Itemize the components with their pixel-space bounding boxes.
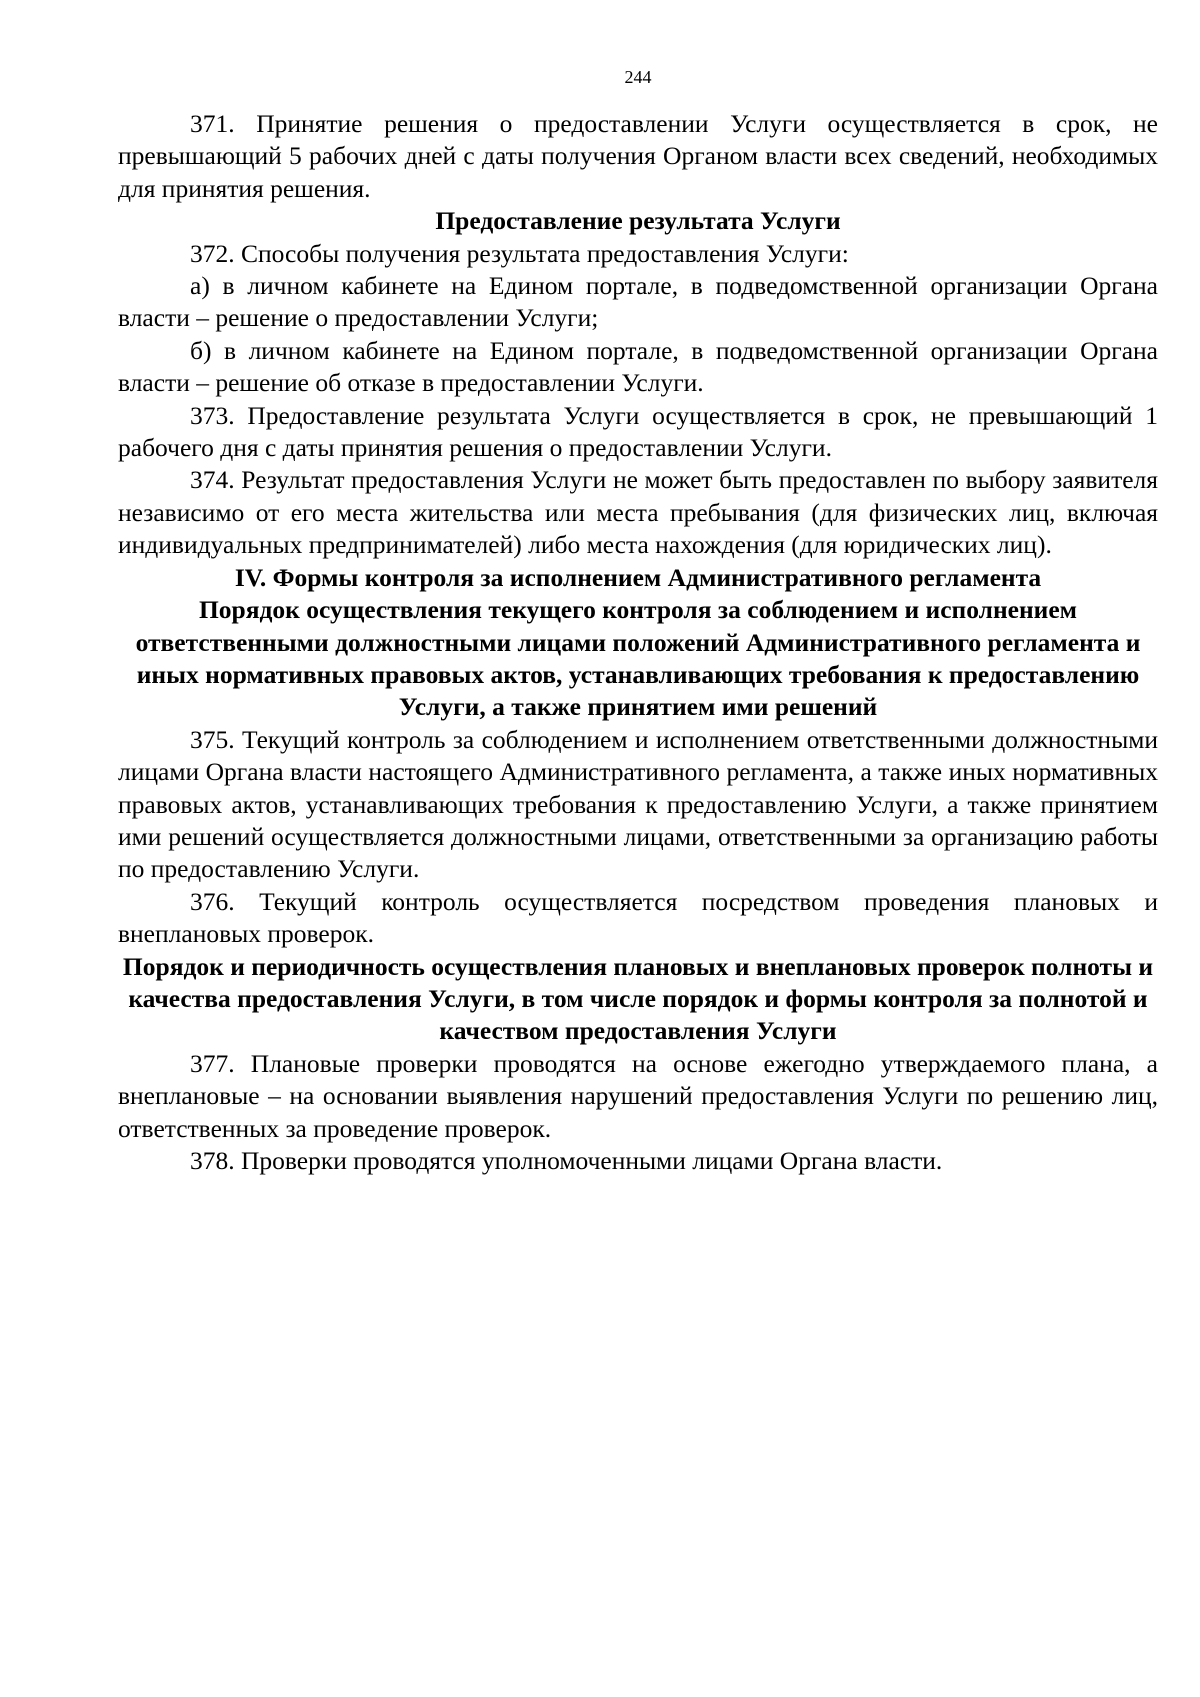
paragraph-373: 373. Предоставление результата Услуги осуществляется в срок, не превышающий 1 рабочего дня с даты принятия решения о предоставлении Услуги. <box>118 400 1158 463</box>
paragraph-371: 371. Принятие решения о предоставлении Услуги осуществляется в срок, не превышающий 5 рабочих дней с даты получения Органом власти всех сведений, необходимых для принятия решения. <box>118 109 1158 203</box>
paragraph-377: 377. Плановые проверки проводятся на основе ежегодно утверждаемого плана, а внеплановые – на основании выявления нарушений предоставления Услуги по решению лиц, ответственных за проведение проверок. <box>118 1048 1158 1143</box>
paragraph-374: 374. Результат предоставления Услуги не может быть предоставлен по выбору заявителя независимо от его места жительства или места пребывания (для физических лиц, включая индивидуальных предпринимателей) либо места нахождения (для юридических лиц). <box>118 465 1158 560</box>
page-number: 244 <box>624 67 652 87</box>
heading-current-control: Порядок осуществления текущего контроля за соблюдением и исполнением ответственными должностными лицами положений Административного регламента и иных нормативных правовых актов, устанавливающих требования к предоставлению Услуги, а также принятием ими решений <box>135 595 1141 722</box>
paragraph-378: 378. Проверки проводятся уполномоченными лицами Органа власти. <box>190 1146 943 1175</box>
document-page <box>118 66 1158 1177</box>
paragraph-372: 372. Способы получения результата предоставления Услуги: <box>190 238 849 268</box>
paragraph-376: 376. Текущий контроль осуществляется посредством проведения плановых и внеплановых проверок. <box>118 886 1158 949</box>
paragraph-372-b: б) в личном кабинете на Едином портале, в подведомственной организации Органа власти – решение об отказе в предоставлении Услуги. <box>118 335 1158 398</box>
heading-chapter-4: IV. Формы контроля за исполнением Административного регламента <box>234 562 1042 592</box>
paragraph-375: 375. Текущий контроль за соблюдением и исполнением ответственными должностными лицами Органа власти настоящего Административного регламента, а также иных нормативных правовых актов, устанавливающих требования к предоставлению Услуги, а также принятием ими решений осуществляется должностными лицами, ответственными за организацию работы по предоставлению Услуги. <box>118 724 1158 884</box>
paragraph-372-a: а) в личном кабинете на Едином портале, в подведомственной организации Органа власти – решение о предоставлении Услуги; <box>118 271 1158 333</box>
heading-inspections: Порядок и периодичность осуществления плановых и внеплановых проверок полноты и качества предоставления Услуги, в том числе порядок и формы контроля за полнотой и качеством предоставления Услуги <box>122 951 1154 1046</box>
heading-result-delivery: Предоставление результата Услуги <box>435 206 841 236</box>
